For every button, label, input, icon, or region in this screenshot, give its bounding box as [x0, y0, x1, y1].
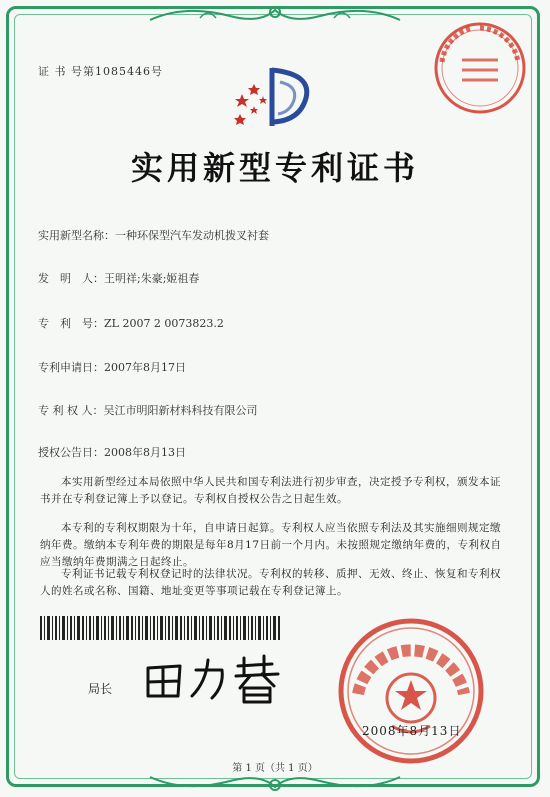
field-value: 王明祥;朱豪;姬祖春 — [104, 272, 200, 285]
patent-office-logo-icon — [228, 64, 318, 130]
paragraph-legal-status — [40, 566, 510, 600]
paragraph-term — [40, 520, 510, 571]
certificate-title: 实用新型专利证书 — [130, 149, 419, 187]
field-label: 授权公告日： — [38, 446, 104, 459]
issue-date: 2008年8月13日 — [362, 724, 462, 738]
field-label: 发 明 人： — [38, 272, 104, 285]
field-value: 一种环保型汽车发动机拨叉衬套 — [115, 229, 269, 242]
utility-model-name-row — [38, 227, 269, 243]
bottom-ornament-icon — [140, 771, 410, 795]
application-date-row — [38, 359, 186, 375]
certificate-number: 证 书 号第1085446号 — [38, 65, 163, 78]
field-label: 专 利 号： — [38, 317, 104, 330]
field-label: 专 利 权 人： — [38, 404, 104, 417]
inventor-row — [38, 270, 199, 286]
director-signature-icon — [140, 652, 290, 706]
field-value: 2007年8月17日 — [104, 361, 186, 374]
paragraph-text: 本专利的专利权期限为十年，自申请日起算。专利权人应当依照专利法及其实施细则规定缴纳年费。缴纳本专利年费的期限是每年8月17日前一个月内。未按照规定缴纳年费的，专利权自应当缴纳年费期满之日起终止。 — [40, 522, 502, 568]
field-value: 2008年8月13日 — [104, 446, 186, 459]
paragraph-text: 专利证书记载专利权登记时的法律状况。专利权的转移、质押、无效、终止、恢复和专利权人的姓名或名称、国籍、地址变更等事项记载在专利登记簿上。 — [40, 568, 501, 597]
field-value: 吴江市明阳新材料科技有限公司 — [103, 404, 258, 417]
agency-seal-icon — [432, 20, 528, 116]
patent-number-row — [38, 315, 224, 331]
page-number: 第 1 页（共 1 页） — [232, 763, 318, 774]
grant-announcement-date-row — [38, 444, 186, 460]
field-label: 实用新型名称： — [38, 229, 115, 242]
paragraph-grant — [40, 474, 510, 508]
top-ornament-icon — [140, 2, 410, 26]
field-value: ZL 2007 2 0073823.2 — [104, 317, 224, 330]
director-label: 局长 — [88, 682, 113, 696]
patentee-row — [38, 402, 258, 418]
barcode-icon — [40, 616, 280, 640]
field-label: 专利申请日： — [38, 361, 104, 374]
paragraph-text: 本实用新型经过本局依照中华人民共和国专利法进行初步审查，决定授予专利权，颁发本证书并在专利登记簿上予以登记。专利权自授权公告之日起生效。 — [40, 476, 501, 505]
national-ip-office-seal-icon — [336, 616, 486, 766]
